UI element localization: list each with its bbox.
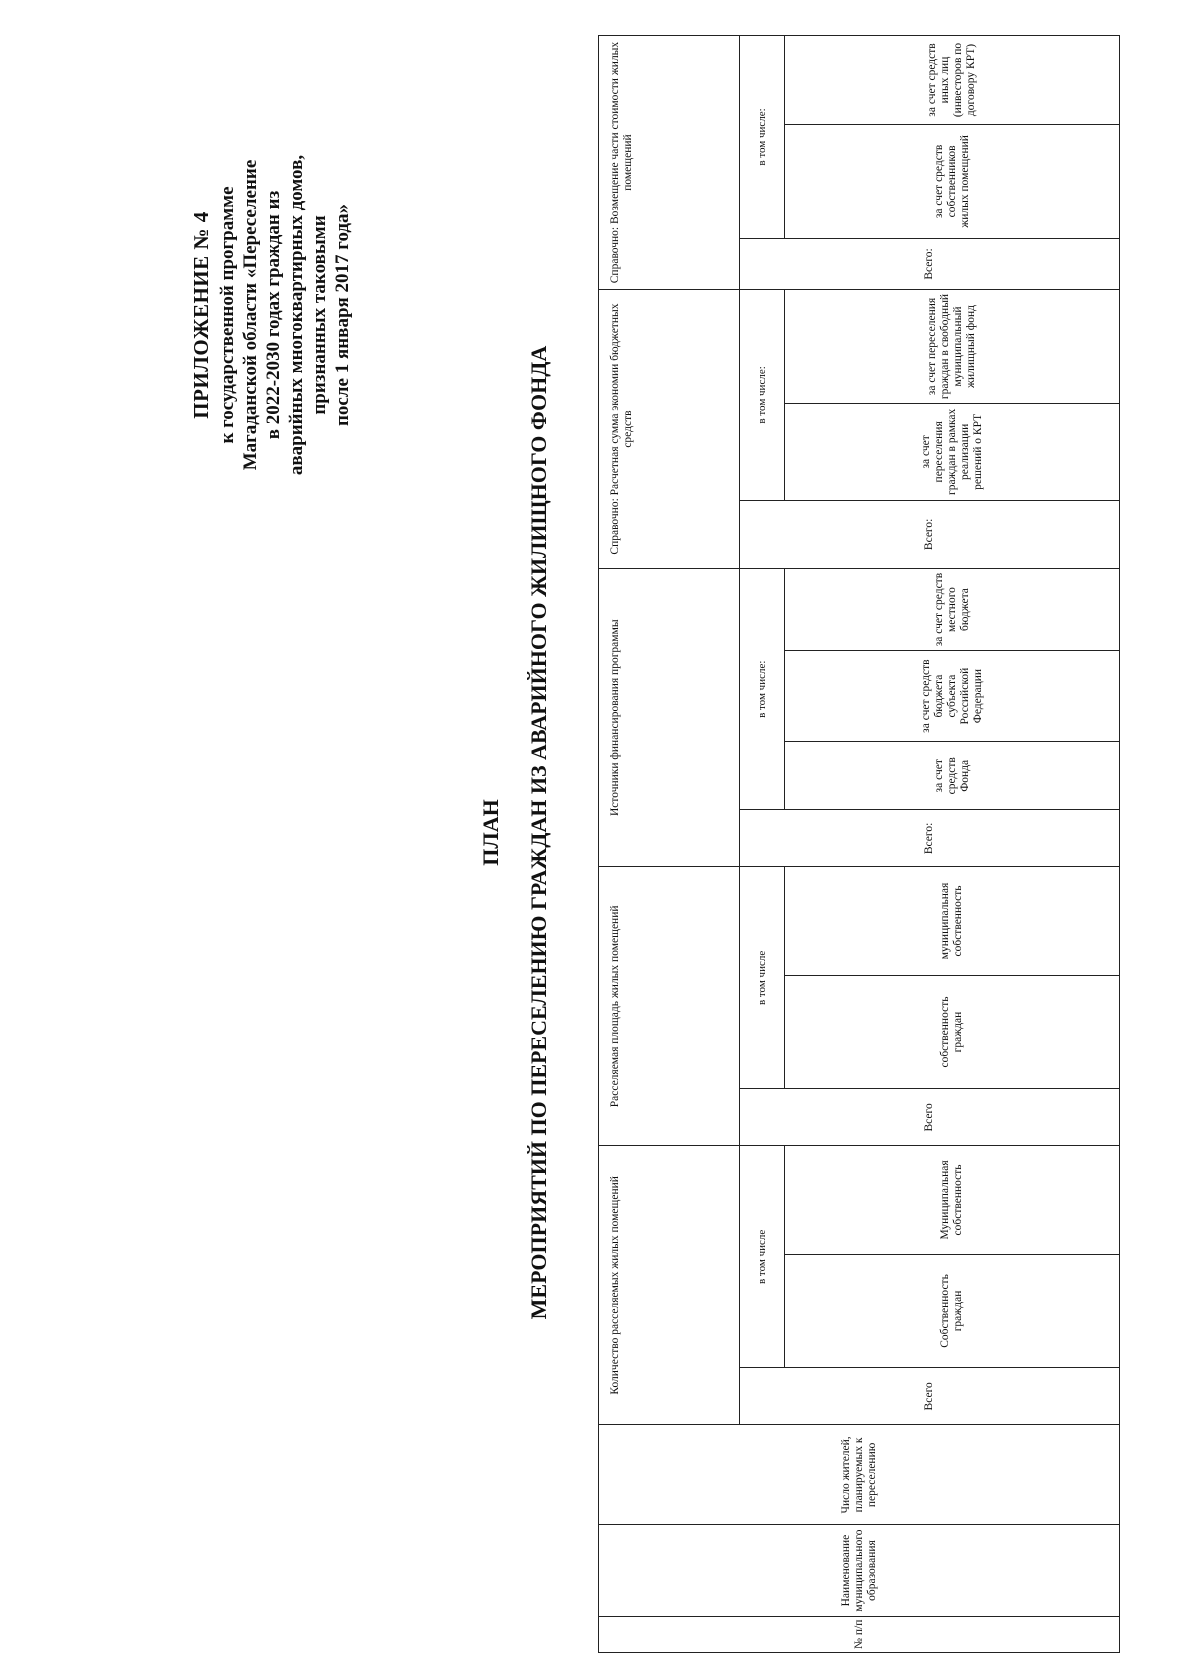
sources-total: Всего: (740, 810, 1120, 867)
appendix-header (190, 125, 354, 505)
appendix-line: признанных таковыми (309, 215, 330, 415)
group-economy: Справочно: Расчетная сумма экономии бюджетных средств (599, 290, 740, 569)
count-municipal: Муниципальная собственность (785, 1146, 1120, 1254)
reimb-owners: за счет средств собственников жилых помещений (785, 124, 1120, 238)
sources-including: в том числе: (740, 569, 785, 810)
count-total: Всего (740, 1368, 1120, 1425)
appendix-line: после 1 января 2017 года» (332, 203, 353, 427)
appendix-line: Магаданской области «Переселение (240, 159, 261, 471)
group-area: Расселяемая площадь жилых помещений (599, 867, 740, 1146)
count-including: в том числе (740, 1146, 785, 1368)
count-citizens: Собственность граждан (785, 1254, 1120, 1368)
area-total: Всего (740, 1089, 1120, 1146)
economy-including: в том числе: (740, 290, 785, 501)
reimb-investors: за счет средств иных лиц (инвесторов по договору КРТ) (785, 36, 1120, 125)
appendix-line: в 2022-2030 годах граждан из (263, 190, 284, 440)
plan-title: ПЛАН (478, 799, 503, 866)
appendix-line: аварийных многоквартирных домов, (286, 154, 307, 476)
economy-krt: за счет переселения граждан в рамках реализации решений о КРТ (785, 403, 1120, 500)
group-reimbursement: Справочно: Возмещение части стоимости жилых помещений (599, 36, 740, 290)
sources-subject-budget: за счет средств бюджета субъекта Российской Федерации (785, 651, 1120, 742)
sources-local-budget: за счет средств местного бюджета (785, 569, 1120, 651)
area-municipal: муниципальная собственность (785, 867, 1120, 975)
area-citizens: собственность граждан (785, 975, 1120, 1089)
header-municipality: Наименование муниципального образования (599, 1525, 1120, 1616)
sources-fund: за счет средств Фонда (785, 742, 1120, 810)
economy-free-fund: за счет переселения граждан в свободный муниципальный жилищный фонд (785, 290, 1120, 404)
group-sources: Источники финансирования программы (599, 569, 740, 867)
header-residents: Число жителей, планируемых к переселению (599, 1425, 1120, 1525)
header-num: № п/п (599, 1616, 1120, 1652)
appendix-line: к государственной программе (217, 186, 238, 444)
economy-total: Всего: (740, 500, 1120, 568)
group-count: Количество расселяемых жилых помещений (599, 1146, 740, 1425)
plan-table (598, 35, 1120, 1653)
plan-subtitle: МЕРОПРИЯТИЙ ПО ПЕРЕСЕЛЕНИЮ ГРАЖДАН ИЗ АВАРИЙНОГО ЖИЛИЩНОГО ФОНДА (526, 345, 551, 1320)
appendix-number: ПРИЛОЖЕНИЕ № 4 (189, 211, 213, 419)
reimb-including: в том числе: (740, 36, 785, 239)
area-including: в том числе (740, 867, 785, 1089)
reimb-total: Всего: (740, 238, 1120, 289)
